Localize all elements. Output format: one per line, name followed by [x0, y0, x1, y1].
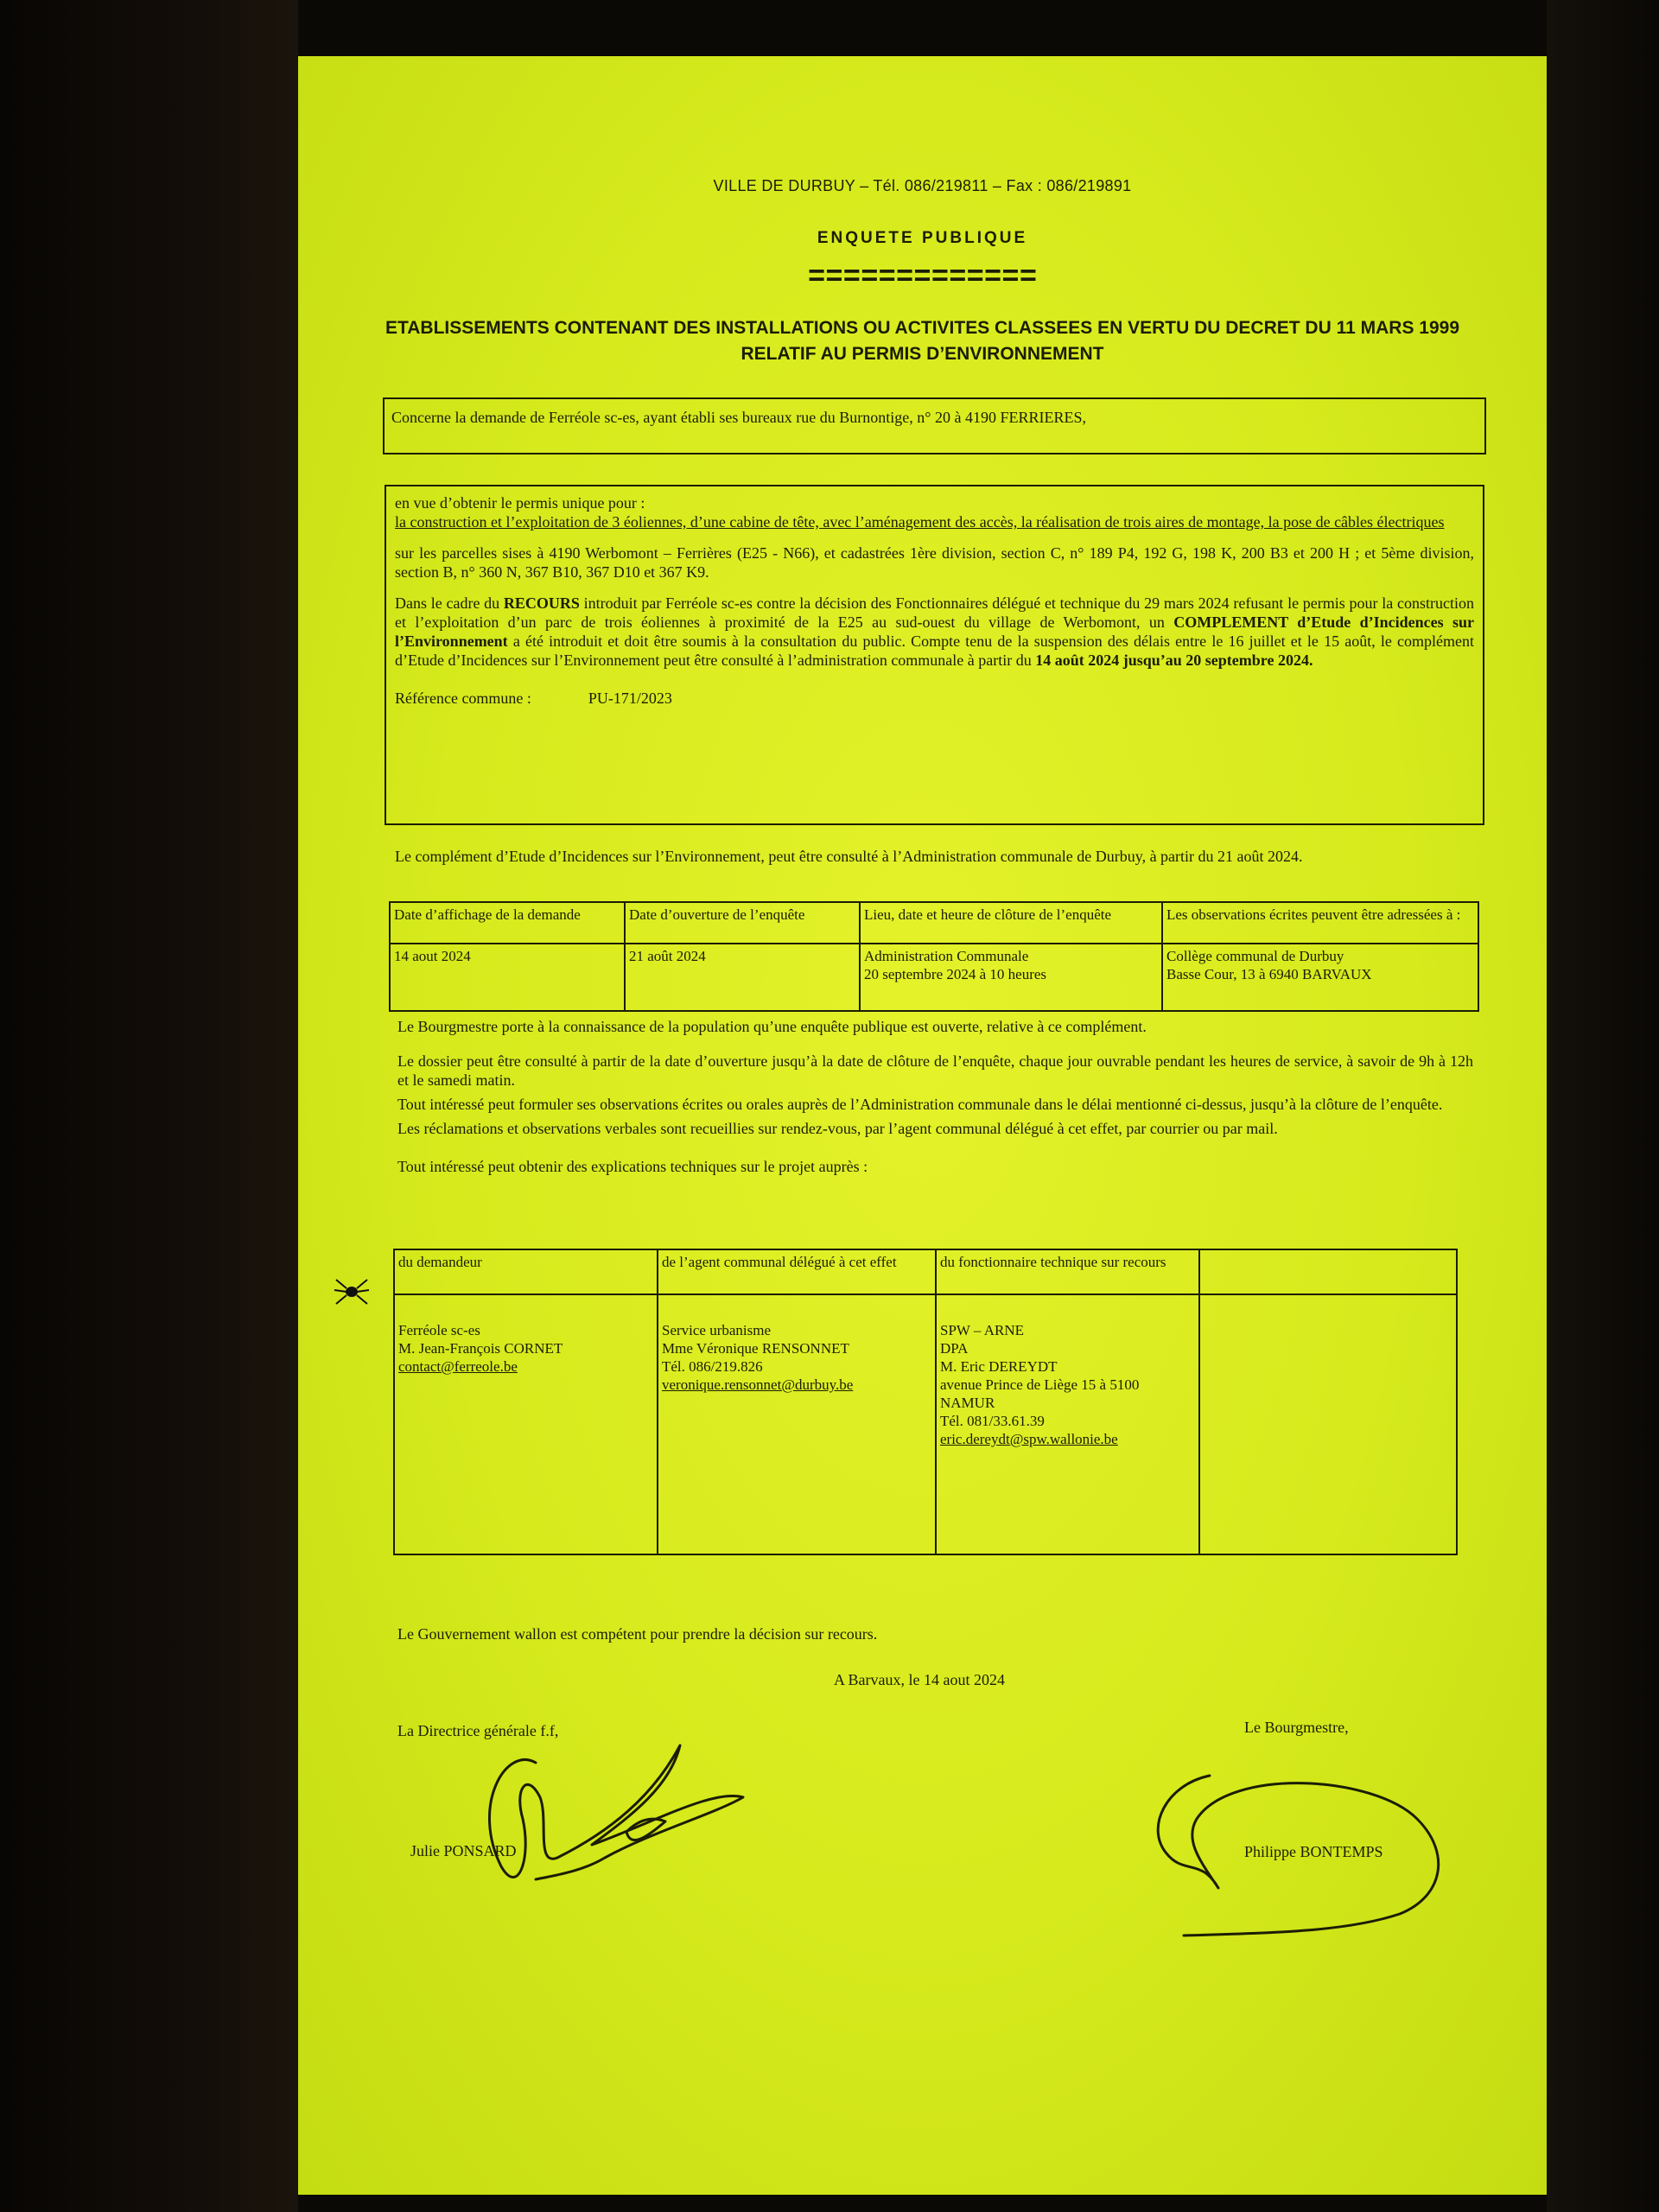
- table-row: [394, 1249, 1457, 1294]
- dark-frame-left: [0, 0, 298, 2212]
- demandeur-company: Ferréole sc-es: [398, 1322, 480, 1338]
- details-intro: en vue d’obtenir le permis unique pour :: [395, 494, 645, 512]
- consultation-period: 14 août 2024 jusqu’au 20 septembre 2024.: [1035, 652, 1313, 669]
- reference-value: PU-171/2023: [588, 690, 672, 707]
- explications-paragraph: Tout intéressé peut obtenir des explications techniques sur le projet auprès :: [397, 1158, 868, 1175]
- header-observations: Les observations écrites peuvent être adressées à :: [1162, 902, 1478, 944]
- signature-left-name: Julie PONSARD: [410, 1842, 517, 1859]
- fonctionnaire-email[interactable]: eric.dereydt@spw.wallonie.be: [940, 1431, 1118, 1447]
- cell-lieu-cloture: [860, 944, 1162, 1011]
- fonctionnaire-dept: DPA: [940, 1340, 969, 1357]
- agent-email[interactable]: veronique.rensonnet@durbuy.be: [662, 1376, 854, 1393]
- table-row: [390, 944, 1478, 1011]
- notice-sheet: [298, 56, 1547, 2195]
- cloture-datetime: 20 septembre 2024 à 10 heures: [864, 966, 1047, 982]
- signature-left-title: La Directrice générale f.f,: [397, 1722, 559, 1739]
- cell-agent: [658, 1294, 936, 1554]
- observations-paragraph: Tout intéressé peut formuler ses observations écrites ou orales auprès de l’Administration communale dans le délai mentionné ci-dessus, jusqu’à la clôture de l’enquête.: [397, 1096, 1443, 1113]
- consult-note: Le complément d’Etude d’Incidences sur l’Environnement, peut être consulté à l’Administration communale de Durbuy, à partir du 21 août 2024.: [395, 848, 1303, 865]
- observations-recipient: Collège communal de Durbuy: [1166, 948, 1344, 964]
- header-agent: de l’agent communal délégué à cet effet: [658, 1249, 936, 1294]
- recours-part-e: a été introduit et doit être soumis à la consultation du public. Compte tenu de la suspension des délais entre le 16 juillet et le 15 août, le complément d’Etude d’Incidences sur l’Environnement peut être consulté à l’administration communale à partir du: [395, 632, 1474, 669]
- main-title: [385, 315, 1460, 367]
- table-row: [390, 902, 1478, 944]
- recours-part-a: Dans le cadre du: [395, 594, 504, 612]
- notice-title: ENQUETE PUBLIQUE: [817, 229, 1028, 247]
- agent-phone: Tél. 086/219.826: [662, 1358, 763, 1375]
- fonctionnaire-org: SPW – ARNE: [940, 1322, 1024, 1338]
- header-date-ouverture: Date d’ouverture de l’enquête: [625, 902, 860, 944]
- recours-keyword: RECOURS: [503, 594, 580, 612]
- dossier-paragraph: Le dossier peut être consulté à partir de la date d’ouverture jusqu’à la date de clôture de l’enquête, chaque jour ouvrable pendant les heures de service, à savoir de 9h à 12h et le samedi matin.: [397, 1052, 1473, 1089]
- place-date: A Barvaux, le 14 aout 2024: [834, 1671, 1005, 1688]
- recours-part-c: introduit par Ferréole sc-es contre la décision des Fonctionnaires délégué et technique du 29 mars 2024 refusant le permis pour la construction et l’exploitation d’un parc de trois éoliennes à proximité de la E25 au sud-ouest du village de Werbomont, un: [395, 594, 1474, 631]
- details-parcels: sur les parcelles sises à 4190 Werbomont – Ferrières (E25 - N66), et cadastrées 1ère division, section C, n° 189 P4, 192 G, 198 K, 200 B3 et 200 H ; et 5ème division, section B, n° 360 N, 367 B10, 367 D10 et 367 K9.: [395, 544, 1474, 581]
- reference-line: [395, 689, 1474, 708]
- main-title-line-1: ETABLISSEMENTS CONTENANT DES INSTALLATIONS OU ACTIVITES CLASSEES EN VERTU DU DECRET DU 11 MARS 1999: [385, 318, 1460, 338]
- details-recours: [395, 594, 1474, 670]
- details-box: [385, 485, 1484, 825]
- signature-right-title: Le Bourgmestre,: [1244, 1719, 1349, 1736]
- cell-date-ouverture: 21 août 2024: [625, 944, 860, 1011]
- reference-label: Référence commune :: [395, 690, 531, 707]
- header-empty: [1199, 1249, 1457, 1294]
- spider-icon: [333, 1274, 371, 1309]
- concerne-text: Concerne la demande de Ferréole sc-es, ayant établi ses bureaux rue du Burnontige, n° 20 à 4190 FERRIERES,: [391, 409, 1086, 426]
- fonctionnaire-phone: Tél. 081/33.61.39: [940, 1413, 1045, 1429]
- main-title-line-2: RELATIF AU PERMIS D’ENVIRONNEMENT: [741, 344, 1104, 364]
- cell-fonctionnaire: [936, 1294, 1199, 1554]
- agent-person: Mme Véronique RENSONNET: [662, 1340, 849, 1357]
- decision-note: Le Gouvernement wallon est compétent pour prendre la décision sur recours.: [397, 1625, 878, 1643]
- complement-keyword: COMPLEMENT d’Etude d’Incidences sur l’Environnement: [395, 613, 1474, 650]
- fonctionnaire-address: avenue Prince de Liège 15 à 5100 NAMUR: [940, 1376, 1140, 1411]
- announce-paragraph: Le Bourgmestre porte à la connaissance de la population qu’une enquête publique est ouverte, relative à ce complément.: [397, 1018, 1147, 1035]
- city-contact-line: VILLE DE DURBUY – Tél. 086/219811 – Fax : 086/219891: [713, 177, 1132, 194]
- title-separator: =============: [807, 262, 1038, 295]
- observations-address: Basse Cour, 13 à 6940 BARVAUX: [1166, 966, 1372, 982]
- details-object: la construction et l’exploitation de 3 éoliennes, d’une cabine de tête, avec l’aménagement des accès, la réalisation de trois aires de montage, la pose de câbles électriques: [395, 513, 1445, 531]
- cloture-place: Administration Communale: [864, 948, 1029, 964]
- header-date-affichage: Date d’affichage de la demande: [390, 902, 625, 944]
- dark-frame-right: [1547, 0, 1659, 2212]
- demandeur-person: M. Jean-François CORNET: [398, 1340, 563, 1357]
- fonctionnaire-person: M. Eric DEREYDT: [940, 1358, 1058, 1375]
- demandeur-email[interactable]: contact@ferreole.be: [398, 1358, 518, 1375]
- table-row: [394, 1294, 1457, 1554]
- cell-observations: [1162, 944, 1478, 1011]
- paragraph-block: [397, 1017, 1473, 1176]
- header-lieu-cloture: Lieu, date et heure de clôture de l’enquête: [860, 902, 1162, 944]
- header-demandeur: du demandeur: [394, 1249, 658, 1294]
- cell-empty: [1199, 1294, 1457, 1554]
- signature-right-name: Philippe BONTEMPS: [1244, 1843, 1383, 1860]
- concerne-box: [383, 397, 1486, 454]
- agent-service: Service urbanisme: [662, 1322, 772, 1338]
- contacts-table: [393, 1249, 1458, 1555]
- reclamations-paragraph: Les réclamations et observations verbales sont recueillies sur rendez-vous, par l’agent communal délégué à cet effet, par courrier ou par mail.: [397, 1120, 1278, 1137]
- schedule-table: [389, 901, 1479, 1012]
- signature-left-scribble: [454, 1737, 782, 1901]
- cell-date-affichage: 14 aout 2024: [390, 944, 625, 1011]
- header-fonctionnaire: du fonctionnaire technique sur recours: [936, 1249, 1199, 1294]
- cell-demandeur: [394, 1294, 658, 1554]
